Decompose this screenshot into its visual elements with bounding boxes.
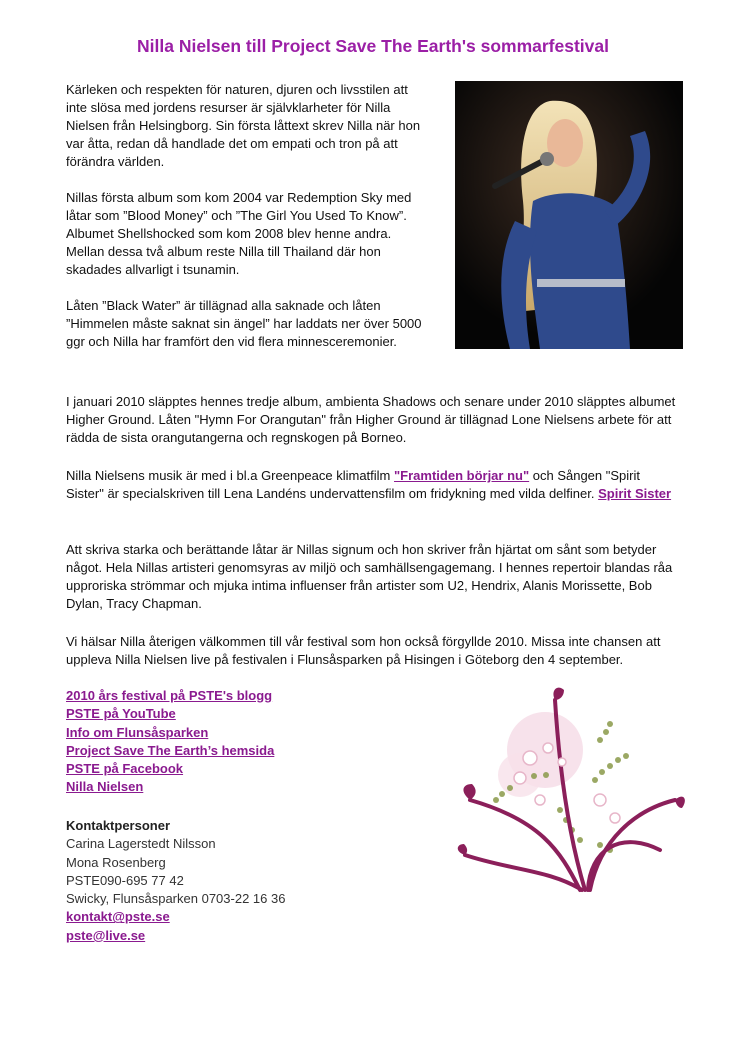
link-list [66, 687, 274, 797]
artist-photo [455, 81, 683, 349]
page-title: Nilla Nielsen till Project Save The Earth's sommarfestival [137, 36, 609, 56]
intro-paragraph-1: Kärleken och respekten för naturen, djuren och livsstilen att inte slösa med jordens resurser är självklarheter för Nilla Nielsen från Helsingborg. Sin första låttext skrev Nilla när hon var åtta, redan då handlade det om empati och tron på att förändra världen. [66, 82, 421, 169]
link-flunsasparken-info[interactable]: Info om Flunsåsparken [66, 724, 209, 740]
link-festival-blog[interactable]: 2010 års festival på PSTE's blogg [66, 688, 273, 703]
link-framtiden-borjar-nu[interactable]: "Framtiden börjar nu" [394, 468, 530, 483]
paragraph-signature: Att skriva starka och berättande låtar är Nillas signum och hon skriver från hjärtat om sånt som betyder något. Hela Nillas artisteri genomsyras av miljö och samhällsengagemang. I hennes repertoir blandas råa upproriska strömmar och mjuka intima influenser från artister som U2, Hendrix, Alanis Morissette, Bob Dylan, Tracy Chapman. [66, 542, 673, 611]
films-text-before: Nilla Nielsens musik är med i bl.a Greenpeace klimatfilm [66, 468, 395, 483]
intro-paragraph-2: Nillas första album som kom 2004 var Redemption Sky med låtar som ”Blood Money” och ”The Girl You Used To Know”. Albumet Shellshocked som kom 2008 blev henne andra. Mellan dessa två album reste Nilla till Thailand där hon skadades allvarligt i tsunamin. [66, 190, 412, 277]
contact-line: Mona Rosenberg [66, 854, 166, 870]
films-text-middle: och Sången "Spirit Sister" är specialskriven till Lena Landéns undervattensfilm om fridykning med vilda delfiner. [66, 468, 640, 501]
contact-line: PSTE090-695 77 42 [66, 872, 184, 888]
contact-section [66, 817, 285, 945]
contact-line: Carina Lagerstedt Nilsson [66, 836, 216, 852]
contact-heading: Kontaktpersoner [66, 818, 171, 833]
link-spirit-sister[interactable]: Spirit Sister [598, 486, 672, 501]
paragraph-welcome: Vi hälsar Nilla återigen välkommen till vår festival som hon också förgyllde 2010. Missa inte chansen att uppleva Nilla Nielsen live på festivalen i Flunsåsparken på Hisingen i Göteborg den 4 september. [66, 634, 661, 667]
intro-paragraph-3: Låten ”Black Water” är tillägnad alla saknade och låten ”Himmelen måste saknat sin ängel” har laddats ner över 5000 ggr och Nilla har framfört den vid flera minnesceremonier. [66, 298, 422, 349]
link-facebook[interactable]: PSTE på Facebook [66, 761, 184, 777]
link-nilla-nielsen[interactable]: Nilla Nielsen [66, 779, 144, 795]
link-youtube[interactable]: PSTE på YouTube [66, 706, 176, 722]
floral-ornament [450, 680, 690, 910]
email-link-pste[interactable]: pste@live.se [66, 927, 146, 943]
contact-line: Swicky, Flunsåsparken 0703-22 16 36 [66, 891, 286, 907]
intro-column [66, 81, 426, 369]
email-link-kontakt[interactable]: kontakt@pste.se [66, 909, 170, 925]
link-pste-website[interactable]: Project Save The Earth’s hemsida [66, 742, 275, 758]
paragraph-films [66, 467, 678, 503]
paragraph-albums: I januari 2010 släpptes hennes tredje album, ambienta Shadows och senare under 2010 släpptes albumet Higher Ground. Låten "Hymn For Orangutan" från Higher Ground är tillägnad Lone Nielsens arbete för att rädda de sista orangutangerna och regnskogen på Borneo. [66, 394, 676, 445]
singer-illustration [455, 81, 683, 349]
